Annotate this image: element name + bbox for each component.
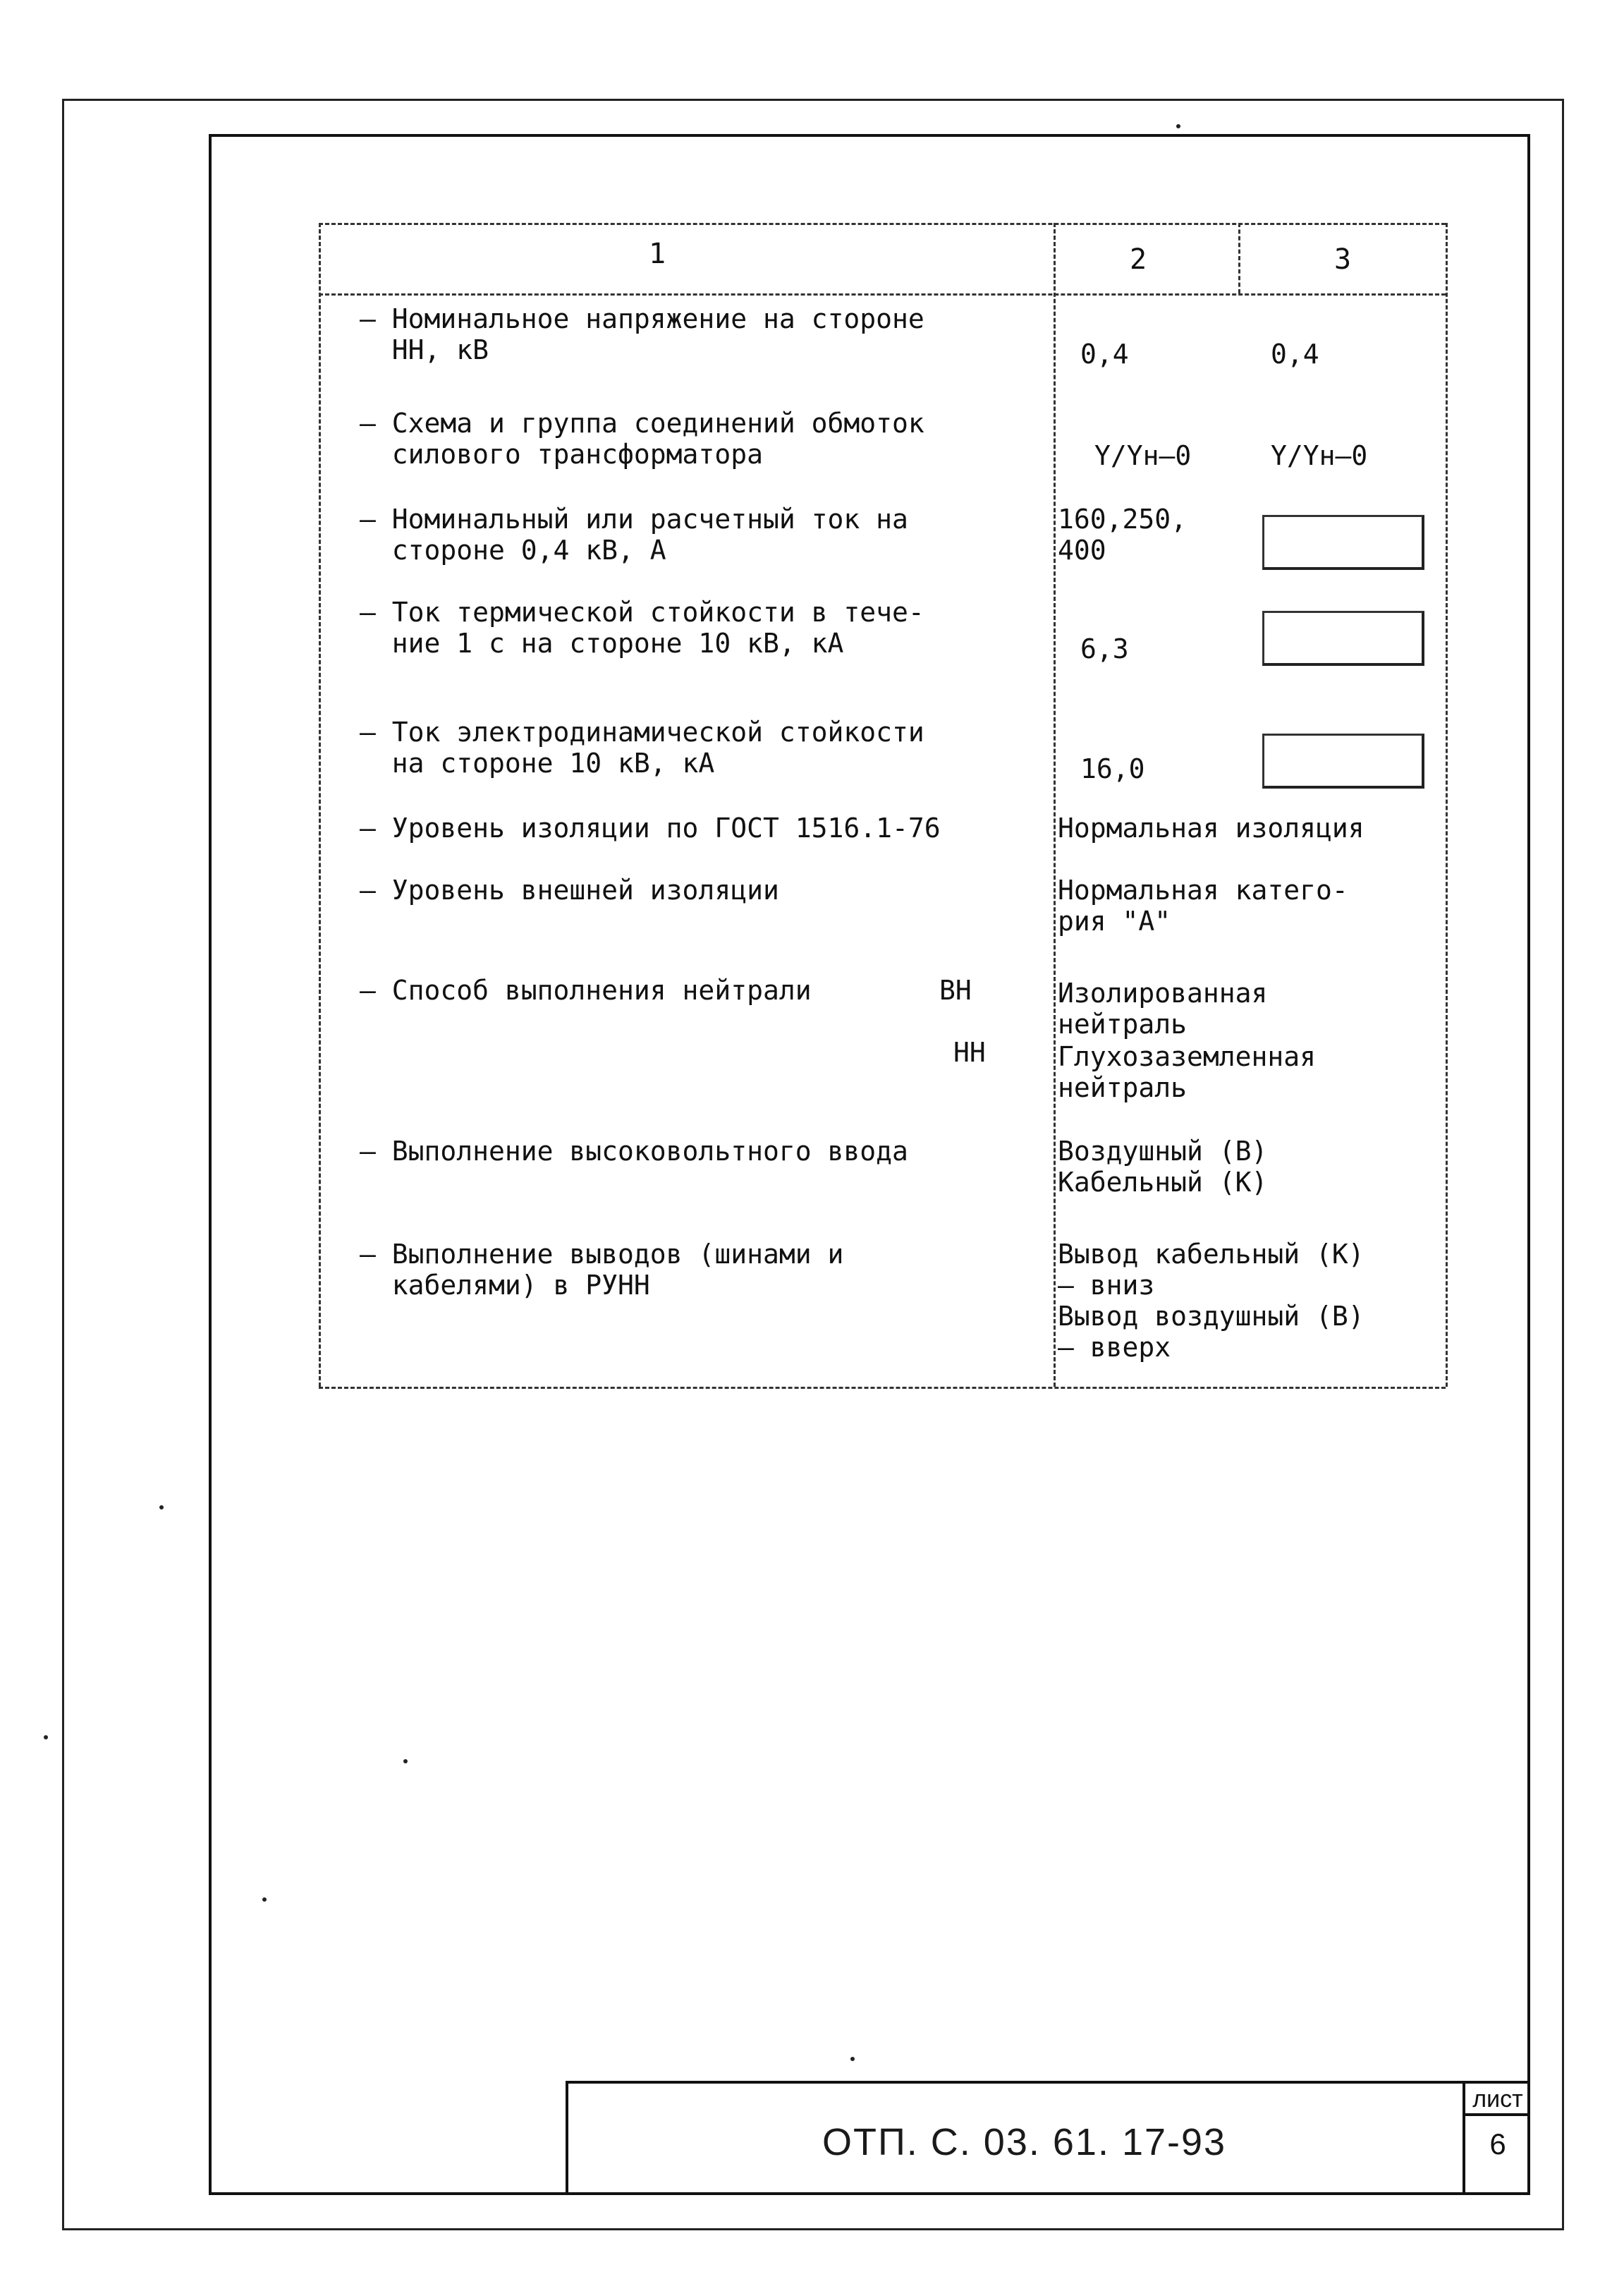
value-col2: 0,4 (1080, 339, 1129, 370)
value-merged: Нормальная катего- рия "А" (1058, 875, 1348, 937)
table-bottom-border (319, 1387, 1446, 1389)
value-nn: Глухозаземленная нейтраль (1058, 1041, 1317, 1103)
scan-speck (1176, 124, 1180, 128)
col-header-3: 3 (1334, 243, 1352, 276)
value-col2: 6,3 (1080, 633, 1129, 664)
table-left-border (319, 223, 321, 1387)
value-merged: Нормальная изоляция (1058, 813, 1364, 844)
col1-divider (1054, 223, 1056, 1387)
param-insulation-level: – Уровень изоляции по ГОСТ 1516.1-76 (360, 813, 941, 844)
scan-speck (159, 1505, 164, 1509)
scan-speck (44, 1735, 48, 1739)
sub-label-nn: НН (953, 1037, 986, 1068)
empty-value-box (1262, 734, 1424, 789)
param-connection-group: – Схема и группа соединений обмоток силового трансформатора (360, 408, 924, 470)
param-external-insulation: – Уровень внешней изоляции (360, 875, 779, 906)
param-neutral-method: – Способ выполнения нейтрали (360, 975, 812, 1006)
param-thermal-current: – Ток термической стойкости в тече- ние 1 с на стороне 10 кВ, кА (360, 597, 924, 659)
table-header-divider (319, 293, 1446, 296)
empty-value-box (1262, 611, 1424, 666)
value-col3: 0,4 (1271, 339, 1319, 370)
value-col2: Y/Yн–0 (1094, 440, 1192, 471)
value-col3: Y/Yн–0 (1271, 440, 1368, 471)
sub-label-vn: ВН (939, 975, 972, 1006)
param-nominal-voltage: – Номинальное напряжение на стороне НН, кВ (360, 303, 924, 365)
sheet-label: лист (1465, 2084, 1530, 2116)
col-header-1: 1 (649, 238, 666, 270)
value-col2: 160,250, 400 (1058, 504, 1188, 566)
empty-value-box (1262, 515, 1424, 570)
document-code: ОТП. С. 03. 61. 17-93 (822, 2121, 1227, 2163)
spec-table (319, 223, 1446, 1387)
col2-divider (1238, 223, 1240, 293)
sheet-number: 6 (1489, 2127, 1506, 2161)
scan-speck (850, 2057, 855, 2061)
value-merged: Воздушный (В) Кабельный (К) (1058, 1136, 1268, 1198)
param-nominal-current: – Номинальный или расчетный ток на стороне 0,4 кВ, А (360, 504, 908, 566)
value-merged: Вывод кабельный (К) – вниз Вывод воздушный (В) – вверх (1058, 1239, 1364, 1363)
scan-speck (262, 1897, 267, 1902)
title-block (566, 2081, 1530, 2195)
value-vn: Изолированная нейтраль (1058, 978, 1268, 1040)
param-hv-entry: – Выполнение высоковольтного ввода (360, 1136, 908, 1167)
param-lv-outputs: – Выполнение выводов (шинами и кабелями) в РУНН (360, 1239, 844, 1301)
value-col2: 16,0 (1080, 753, 1145, 784)
scan-speck (403, 1759, 408, 1763)
sheet-column (1463, 2084, 1530, 2195)
table-right-border (1446, 223, 1448, 1387)
col-header-2: 2 (1130, 243, 1147, 276)
param-dynamic-current: – Ток электродинамической стойкости на стороне 10 кВ, кА (360, 717, 924, 779)
table-top-border (319, 223, 1446, 225)
